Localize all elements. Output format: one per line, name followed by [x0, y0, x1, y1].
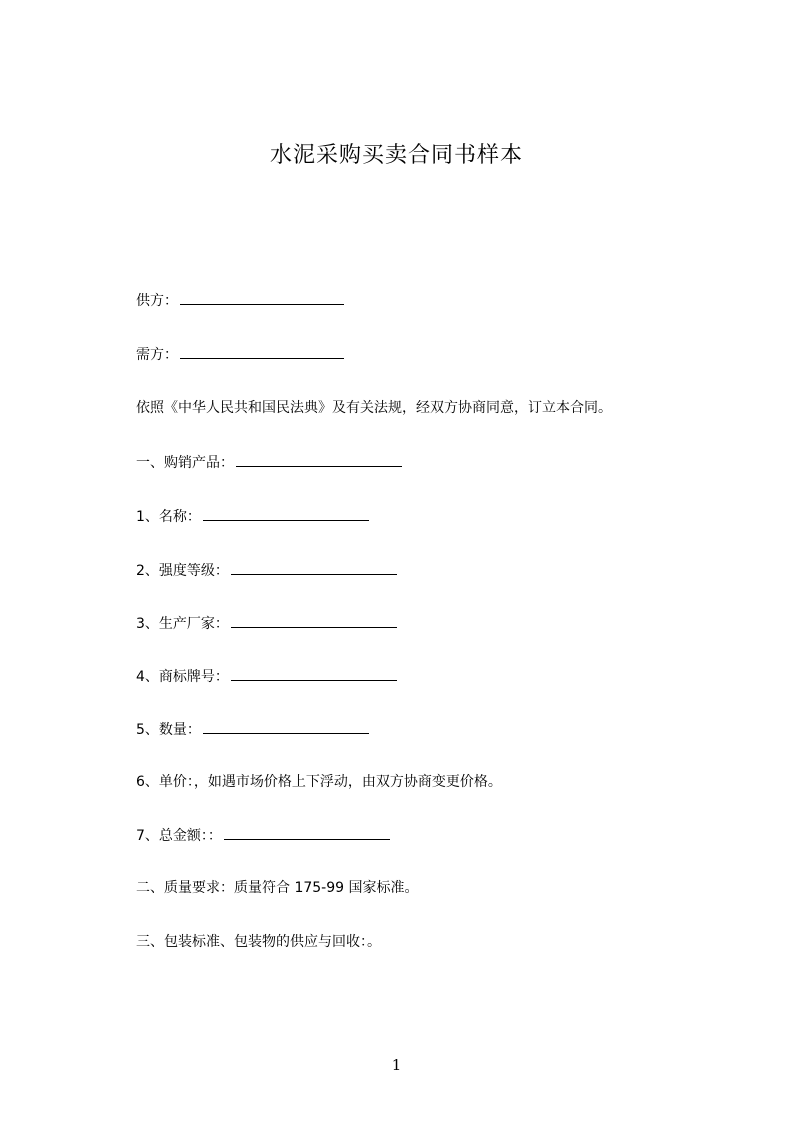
item1-line: [136, 506, 369, 527]
page-number: 1: [391, 1056, 402, 1074]
item7-line: [136, 825, 390, 846]
document-title: 水泥采购买卖合同书样本: [269, 143, 523, 168]
intro-paragraph: 依照《中华人民共和国民法典》及有关法规，经双方协商同意，订立本合同。: [136, 400, 612, 416]
item3-line: [136, 613, 397, 634]
item3-label: 3、生产厂家：: [136, 616, 229, 632]
section3-paragraph: 三、包装标准、包装物的供应与回收：。: [136, 934, 381, 950]
section2-paragraph: 二、质量要求：质量符合 175-99 国家标准。: [136, 880, 419, 896]
item5-label: 5、数量：: [136, 722, 201, 738]
item5-line: [136, 719, 369, 740]
item4-line: [136, 666, 397, 687]
item7-label: 7、总金额：：: [136, 828, 222, 844]
item2-blank: [231, 560, 397, 575]
item6-paragraph: 6、单价：，如遇市场价格上下浮动，由双方协商变更价格。: [136, 774, 502, 790]
buyer-blank: [180, 344, 344, 359]
item4-label: 4、商标牌号：: [136, 669, 229, 685]
section1-label: 一、购销产品：: [136, 455, 234, 471]
supplier-line: [136, 290, 344, 311]
item1-blank: [203, 506, 369, 521]
item2-label: 2、强度等级：: [136, 563, 229, 579]
item7-blank: [224, 825, 390, 840]
section1-line: [136, 452, 402, 473]
item4-blank: [231, 666, 397, 681]
buyer-label: 需方：: [136, 347, 178, 363]
item3-blank: [231, 613, 397, 628]
item2-line: [136, 560, 397, 581]
item1-label: 1、名称：: [136, 509, 201, 525]
supplier-blank: [180, 290, 344, 305]
supplier-label: 供方：: [136, 293, 178, 309]
item5-blank: [203, 719, 369, 734]
section1-blank: [236, 452, 402, 467]
buyer-line: [136, 344, 344, 365]
